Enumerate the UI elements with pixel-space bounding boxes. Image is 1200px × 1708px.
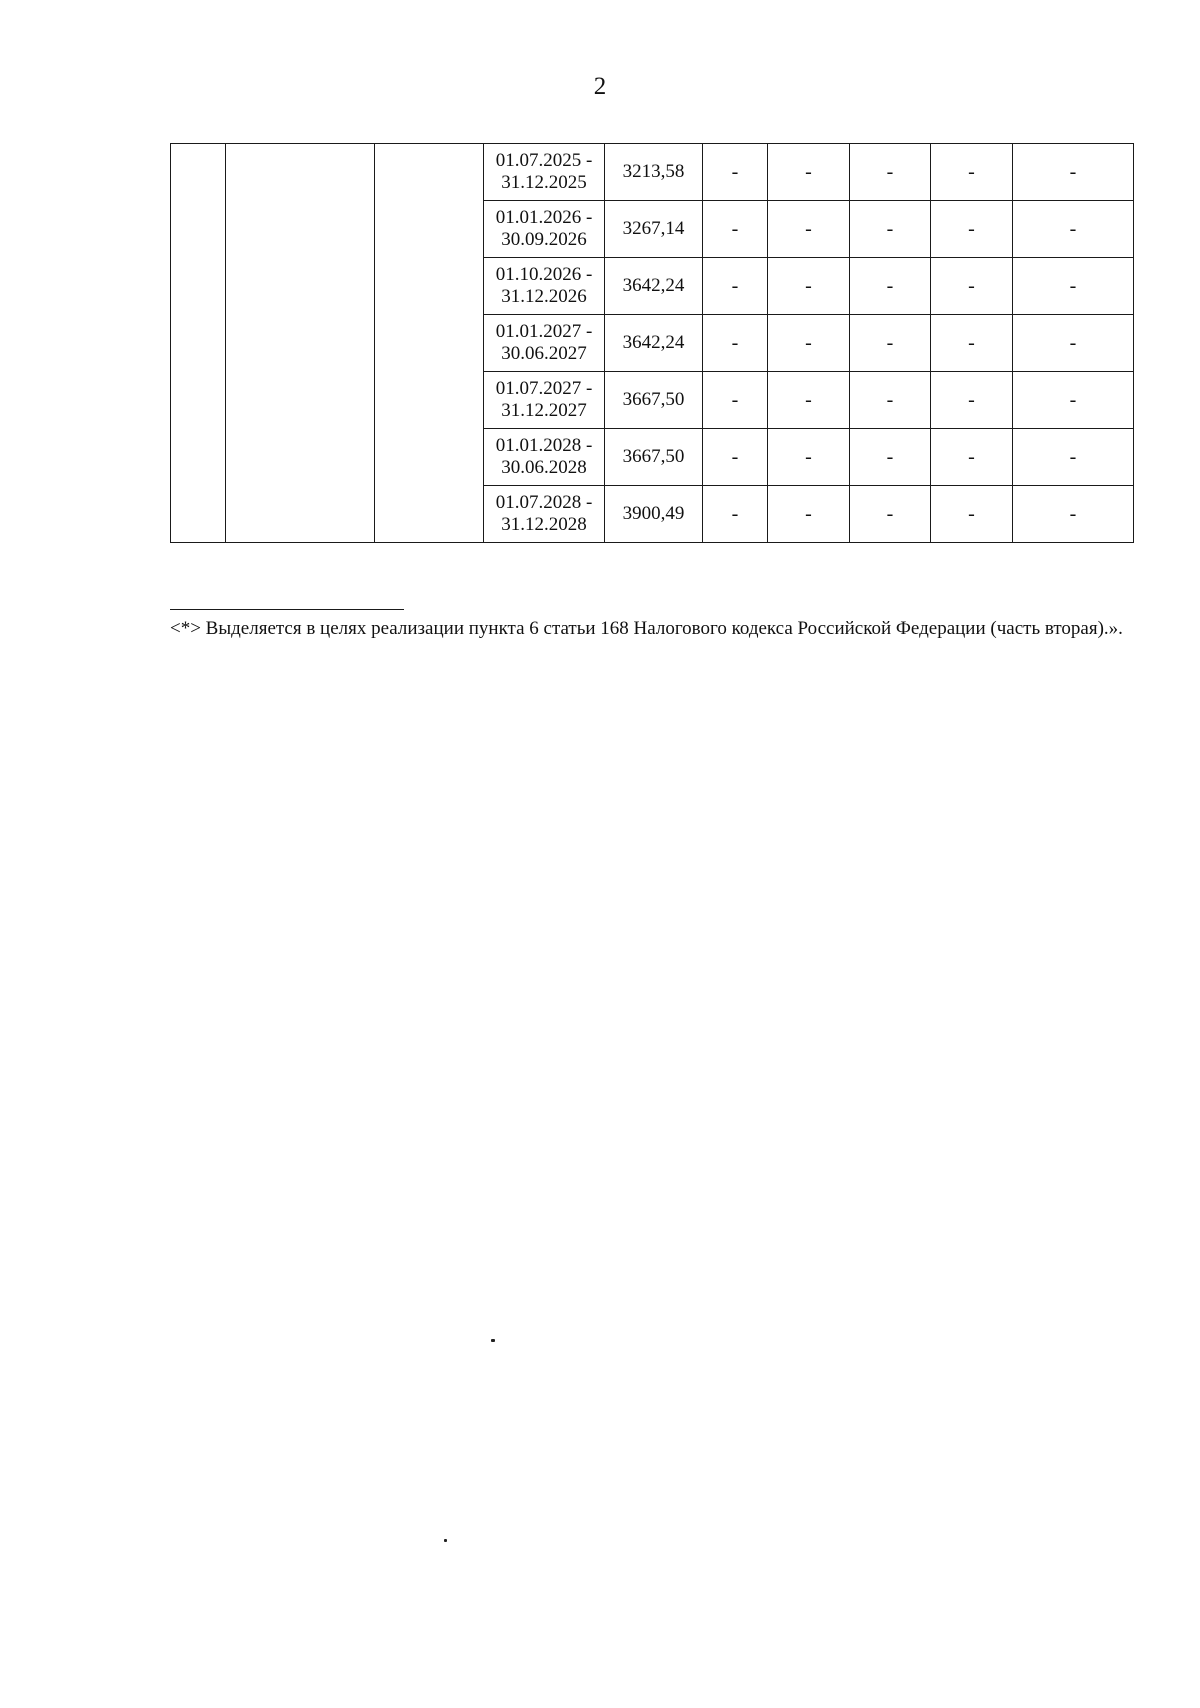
empty-value-cell: - [931, 258, 1013, 315]
tariff-value-cell: 3900,49 [605, 486, 703, 543]
tariff-value-cell: 3642,24 [605, 258, 703, 315]
empty-value-cell: - [703, 144, 768, 201]
scan-speck [444, 1539, 447, 1542]
empty-value-cell: - [1013, 315, 1134, 372]
empty-value-cell: - [703, 486, 768, 543]
period-end: 31.12.2027 [501, 400, 587, 421]
period-end: 30.06.2027 [501, 343, 587, 364]
empty-value-cell: - [768, 315, 850, 372]
empty-value-cell: - [703, 429, 768, 486]
empty-value-cell: - [931, 315, 1013, 372]
merged-cell-number [171, 144, 226, 543]
empty-value-cell: - [1013, 486, 1134, 543]
period-cell [484, 144, 605, 201]
period-cell [484, 372, 605, 429]
period-start: 01.01.2026 - [495, 207, 593, 228]
empty-value-cell: - [703, 372, 768, 429]
period-end: 31.12.2025 [501, 172, 587, 193]
empty-value-cell: - [703, 315, 768, 372]
empty-value-cell: - [703, 201, 768, 258]
period-cell [484, 258, 605, 315]
empty-value-cell: - [931, 429, 1013, 486]
page-number: 2 [593, 73, 607, 100]
period-end: 31.12.2028 [501, 514, 587, 535]
period-end: 30.06.2028 [501, 457, 587, 478]
scan-speck [491, 1339, 495, 1342]
empty-value-cell: - [850, 372, 931, 429]
table-row [171, 144, 1134, 201]
period-start: 01.01.2027 - [495, 321, 593, 342]
tariff-table [170, 143, 1134, 543]
period-start: 01.07.2028 - [495, 492, 593, 513]
empty-value-cell: - [703, 258, 768, 315]
period-start: 01.01.2028 - [495, 435, 593, 456]
empty-value-cell: - [768, 201, 850, 258]
empty-value-cell: - [931, 201, 1013, 258]
empty-value-cell: - [931, 144, 1013, 201]
empty-value-cell: - [850, 486, 931, 543]
empty-value-cell: - [768, 144, 850, 201]
tariff-value-cell: 3267,14 [605, 201, 703, 258]
period-cell [484, 486, 605, 543]
period-start: 01.10.2026 - [495, 264, 593, 285]
empty-value-cell: - [768, 486, 850, 543]
period-end: 30.09.2026 [501, 229, 587, 250]
empty-value-cell: - [850, 315, 931, 372]
empty-value-cell: - [1013, 144, 1134, 201]
period-cell [484, 315, 605, 372]
period-cell [484, 429, 605, 486]
footnote-text: <*> Выделяется в целях реализации пункта 6 статьи 168 Налогового кодекса Российской Федерации (часть вторая).». [170, 618, 1123, 639]
empty-value-cell: - [1013, 429, 1134, 486]
merged-cell-name [226, 144, 375, 543]
empty-value-cell: - [850, 429, 931, 486]
footnote-separator [170, 609, 404, 610]
empty-value-cell: - [931, 486, 1013, 543]
empty-value-cell: - [1013, 372, 1134, 429]
tariff-value-cell: 3213,58 [605, 144, 703, 201]
period-end: 31.12.2026 [501, 286, 587, 307]
period-start: 01.07.2025 - [495, 150, 593, 171]
tariff-value-cell: 3642,24 [605, 315, 703, 372]
empty-value-cell: - [850, 144, 931, 201]
tariff-value-cell: 3667,50 [605, 429, 703, 486]
empty-value-cell: - [768, 372, 850, 429]
empty-value-cell: - [1013, 201, 1134, 258]
merged-cell-category [375, 144, 484, 543]
period-start: 01.07.2027 - [495, 378, 593, 399]
period-cell [484, 201, 605, 258]
tariff-value-cell: 3667,50 [605, 372, 703, 429]
empty-value-cell: - [850, 201, 931, 258]
empty-value-cell: - [768, 258, 850, 315]
empty-value-cell: - [1013, 258, 1134, 315]
empty-value-cell: - [768, 429, 850, 486]
empty-value-cell: - [931, 372, 1013, 429]
empty-value-cell: - [850, 258, 931, 315]
